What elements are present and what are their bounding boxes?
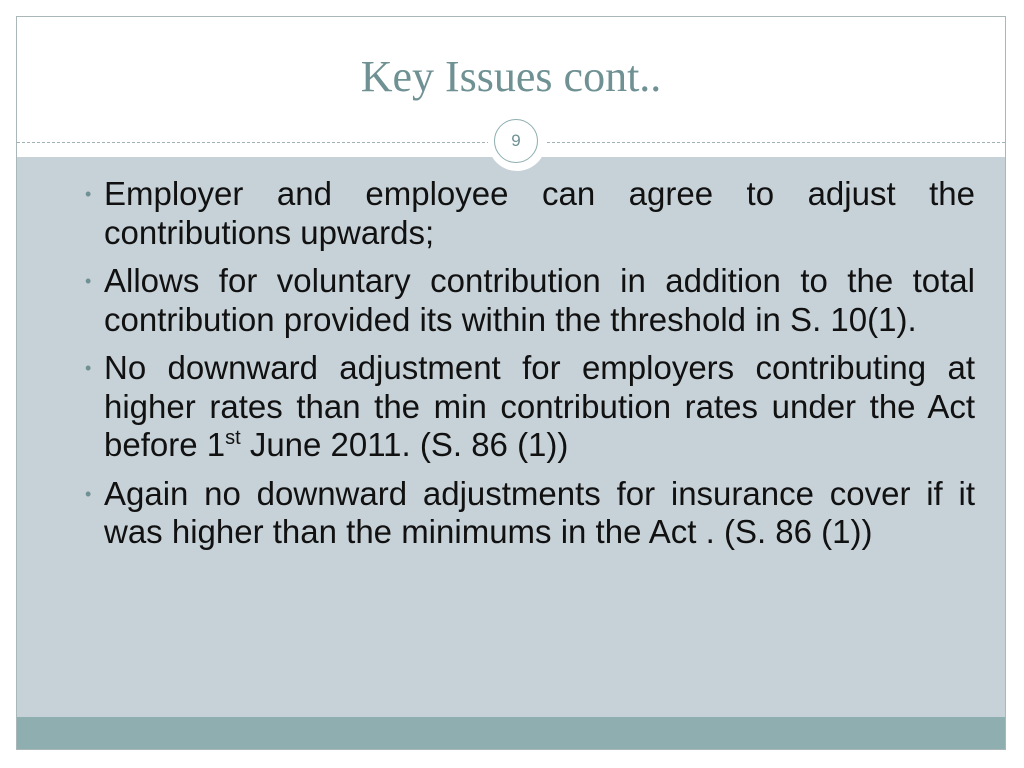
bullet-item <box>85 475 975 552</box>
footer-band <box>17 717 1005 750</box>
bullet-dot-icon: • <box>85 271 92 291</box>
ordinal-superscript: st <box>225 427 241 449</box>
slide-title: Key Issues cont.. <box>360 52 662 101</box>
bullet-dot-icon: • <box>85 483 92 504</box>
bullet-item <box>85 349 975 465</box>
page-number: 9 <box>494 119 538 163</box>
slide <box>16 16 1006 750</box>
bullet-item <box>85 262 975 339</box>
page-number-badge <box>488 113 546 171</box>
bullet-text-before: No downward adjustment for employers contributing at higher rates than the min contribution rates under the Act before 1 <box>104 349 975 463</box>
bullet-text: Employer and employee can agree to adjust the contributions upwards; <box>104 175 975 251</box>
bullet-item <box>85 175 975 252</box>
bullet-list <box>85 175 975 562</box>
bullet-dot-icon: • <box>85 184 92 204</box>
bullet-text-after: June 2011. (S. 86 (1)) <box>240 426 569 463</box>
bullet-text: Again no downward adjustments for insurance cover if it was higher than the minimums in the Act . (S. 86 (1)) <box>104 474 975 550</box>
bullet-dot-icon: • <box>85 358 92 378</box>
bullet-text: Allows for voluntary contribution in addition to the total contribution provided its within the threshold in S. 10(1). <box>104 262 975 338</box>
